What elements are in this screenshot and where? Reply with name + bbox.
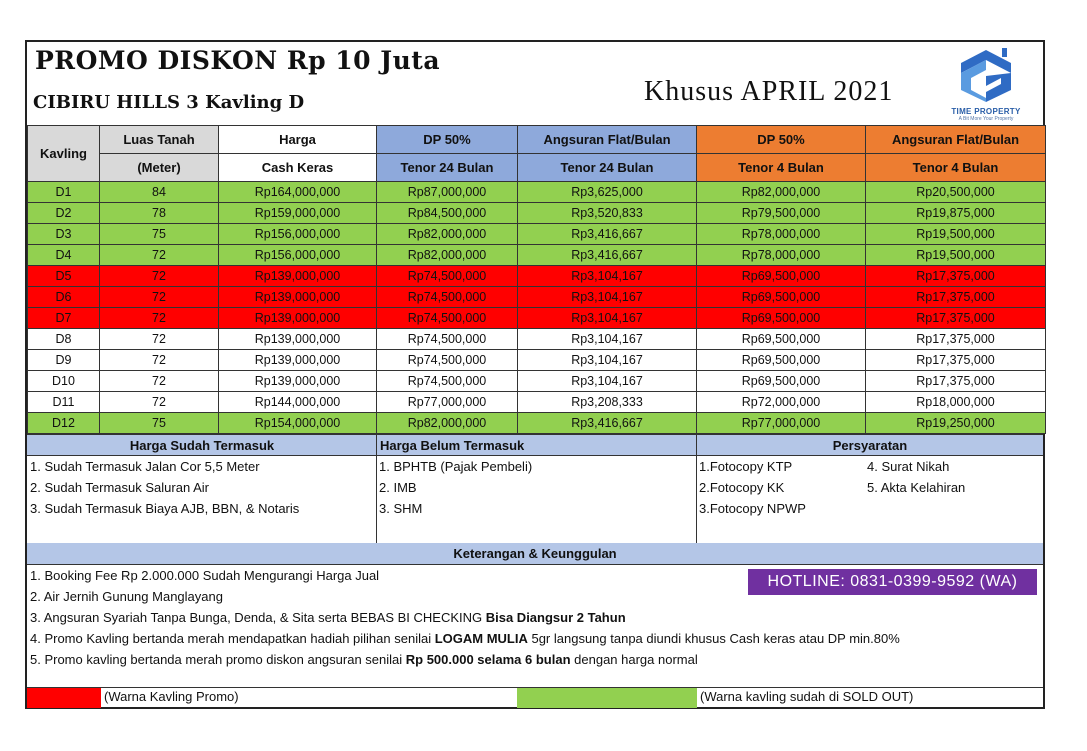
cell-angsuran24: Rp3,104,167 xyxy=(518,371,697,392)
cell-angsuran4: Rp19,500,000 xyxy=(866,245,1046,266)
col-ang4-sub: Tenor 4 Bulan xyxy=(866,154,1046,182)
list-item: 2. Air Jernih Gunung Manglayang xyxy=(30,589,223,604)
list-item: 2. IMB xyxy=(379,480,417,495)
table-row xyxy=(28,308,1046,329)
cell-dp4: Rp69,500,000 xyxy=(697,350,866,371)
termasuk-list xyxy=(30,456,375,543)
cell-dp4: Rp69,500,000 xyxy=(697,287,866,308)
cell-luas: 72 xyxy=(100,266,219,287)
list-item: 1. Sudah Termasuk Jalan Cor 5,5 Meter xyxy=(30,459,260,474)
divider xyxy=(376,434,377,543)
cell-angsuran4: Rp17,375,000 xyxy=(866,329,1046,350)
item-bold-text: Rp 500.000 selama 6 bulan xyxy=(405,652,571,667)
item-bold-text: LOGAM MULIA xyxy=(434,631,528,646)
cell-angsuran24: Rp3,416,667 xyxy=(518,224,697,245)
cell-angsuran4: Rp20,500,000 xyxy=(866,182,1046,203)
cell-harga: Rp159,000,000 xyxy=(219,203,377,224)
cell-luas: 75 xyxy=(100,224,219,245)
divider xyxy=(696,434,697,543)
cell-angsuran24: Rp3,208,333 xyxy=(518,392,697,413)
cell-angsuran4: Rp19,500,000 xyxy=(866,224,1046,245)
col-ang24: Angsuran Flat/Bulan xyxy=(518,126,697,154)
cell-dp4: Rp79,500,000 xyxy=(697,203,866,224)
cell-harga: Rp156,000,000 xyxy=(219,245,377,266)
cell-dp24: Rp77,000,000 xyxy=(377,392,518,413)
cell-kavling: D6 xyxy=(28,287,100,308)
list-item: 5. Akta Kelahiran xyxy=(867,480,966,495)
cell-dp24: Rp74,500,000 xyxy=(377,308,518,329)
list-item: 2. Sudah Termasuk Saluran Air xyxy=(30,480,209,495)
cell-luas: 72 xyxy=(100,308,219,329)
cell-luas: 75 xyxy=(100,413,219,434)
cell-dp24: Rp82,000,000 xyxy=(377,224,518,245)
cell-angsuran24: Rp3,625,000 xyxy=(518,182,697,203)
syarat-list-left xyxy=(699,456,864,543)
cell-kavling: D1 xyxy=(28,182,100,203)
cell-kavling: D9 xyxy=(28,350,100,371)
cell-kavling: D8 xyxy=(28,329,100,350)
list-item: 3. Sudah Termasuk Biaya AJB, BBN, & Notaris xyxy=(30,501,300,516)
col-ang24-sub: Tenor 24 Bulan xyxy=(518,154,697,182)
cell-harga: Rp164,000,000 xyxy=(219,182,377,203)
price-table-body xyxy=(28,182,1046,434)
cell-dp24: Rp74,500,000 xyxy=(377,266,518,287)
table-row xyxy=(28,245,1046,266)
termasuk-heading: Harga Sudah Termasuk xyxy=(27,434,377,456)
table-row xyxy=(28,287,1046,308)
cell-angsuran24: Rp3,104,167 xyxy=(518,350,697,371)
cell-angsuran24: Rp3,416,667 xyxy=(518,245,697,266)
cell-kavling: D7 xyxy=(28,308,100,329)
list-item xyxy=(30,628,900,649)
cell-angsuran4: Rp17,375,000 xyxy=(866,371,1046,392)
company-logo xyxy=(947,46,1025,122)
table-row xyxy=(28,203,1046,224)
list-item: 1. BPHTB (Pajak Pembeli) xyxy=(379,459,533,474)
cell-angsuran4: Rp19,875,000 xyxy=(866,203,1046,224)
item-text: dengan harga normal xyxy=(570,652,698,667)
item-bold-text: Bisa Diangsur 2 Tahun xyxy=(485,610,626,625)
price-list-sheet xyxy=(25,40,1045,709)
table-row xyxy=(28,371,1046,392)
list-item: 1. Booking Fee Rp 2.000.000 Sudah Mengurangi Harga Jual xyxy=(30,568,380,583)
month-label: Khusus APRIL 2021 xyxy=(644,76,894,107)
cell-dp4: Rp69,500,000 xyxy=(697,266,866,287)
item-text: 4. Promo Kavling bertanda merah mendapatkan hadiah pilihan senilai xyxy=(30,631,435,646)
cell-dp4: Rp78,000,000 xyxy=(697,245,866,266)
item-text: 5gr langsung tanpa diundi khusus Cash keras atau DP min.80% xyxy=(527,631,900,646)
list-item xyxy=(30,607,900,628)
cell-luas: 78 xyxy=(100,203,219,224)
cell-luas: 72 xyxy=(100,245,219,266)
cell-harga: Rp144,000,000 xyxy=(219,392,377,413)
cell-angsuran4: Rp17,375,000 xyxy=(866,350,1046,371)
col-dp24: DP 50% xyxy=(377,126,518,154)
list-item: 1.Fotocopy KTP xyxy=(699,459,793,474)
house-logo-icon xyxy=(953,46,1019,104)
cell-luas: 72 xyxy=(100,350,219,371)
cell-dp4: Rp77,000,000 xyxy=(697,413,866,434)
cell-angsuran4: Rp17,375,000 xyxy=(866,287,1046,308)
cell-kavling: D12 xyxy=(28,413,100,434)
cell-harga: Rp139,000,000 xyxy=(219,350,377,371)
cell-dp24: Rp82,000,000 xyxy=(377,413,518,434)
belum-heading: Harga Belum Termasuk xyxy=(377,434,697,456)
item-text: 5. Promo kavling bertanda merah promo diskon angsuran senilai xyxy=(30,652,406,667)
cell-angsuran24: Rp3,104,167 xyxy=(518,308,697,329)
col-luas-unit: (Meter) xyxy=(100,154,219,182)
cell-angsuran24: Rp3,416,667 xyxy=(518,413,697,434)
cell-angsuran24: Rp3,104,167 xyxy=(518,287,697,308)
cell-kavling: D4 xyxy=(28,245,100,266)
col-kavling: Kavling xyxy=(28,126,100,182)
logo-tagline: A Bit More Your Property xyxy=(958,116,1014,122)
cell-angsuran24: Rp3,104,167 xyxy=(518,266,697,287)
col-harga-sub: Cash Keras xyxy=(219,154,377,182)
syarat-list-right xyxy=(867,456,1037,543)
cell-harga: Rp139,000,000 xyxy=(219,329,377,350)
cell-dp24: Rp74,500,000 xyxy=(377,371,518,392)
cell-dp24: Rp74,500,000 xyxy=(377,287,518,308)
cell-dp24: Rp74,500,000 xyxy=(377,329,518,350)
cell-dp24: Rp74,500,000 xyxy=(377,350,518,371)
table-row xyxy=(28,329,1046,350)
legend-promo-label: (Warna Kavling Promo) xyxy=(104,689,239,704)
cell-dp4: Rp78,000,000 xyxy=(697,224,866,245)
belum-list xyxy=(379,456,694,543)
col-dp24-sub: Tenor 24 Bulan xyxy=(377,154,518,182)
list-item: 3. SHM xyxy=(379,501,423,516)
cell-kavling: D10 xyxy=(28,371,100,392)
keterangan-heading: Keterangan & Keunggulan xyxy=(27,543,1043,565)
cell-luas: 72 xyxy=(100,287,219,308)
cell-dp4: Rp82,000,000 xyxy=(697,182,866,203)
header xyxy=(27,42,1043,126)
cell-luas: 72 xyxy=(100,329,219,350)
syarat-heading: Persyaratan xyxy=(697,434,1043,456)
cell-angsuran4: Rp18,000,000 xyxy=(866,392,1046,413)
cell-angsuran4: Rp17,375,000 xyxy=(866,308,1046,329)
hotline-badge: HOTLINE: 0831-0399-9592 (WA) xyxy=(748,569,1037,595)
cell-kavling: D5 xyxy=(28,266,100,287)
table-row xyxy=(28,224,1046,245)
cell-dp24: Rp82,000,000 xyxy=(377,245,518,266)
legend-promo-swatch xyxy=(27,688,101,708)
cell-angsuran24: Rp3,104,167 xyxy=(518,329,697,350)
table-row xyxy=(28,392,1046,413)
cell-dp4: Rp72,000,000 xyxy=(697,392,866,413)
cell-dp24: Rp87,000,000 xyxy=(377,182,518,203)
cell-harga: Rp154,000,000 xyxy=(219,413,377,434)
cell-dp24: Rp84,500,000 xyxy=(377,203,518,224)
promo-title: PROMO DISKON Rp 10 Juta xyxy=(35,46,441,75)
col-dp4: DP 50% xyxy=(697,126,866,154)
col-harga: Harga xyxy=(219,126,377,154)
cell-harga: Rp139,000,000 xyxy=(219,266,377,287)
project-subtitle: CIBIRU HILLS 3 Kavling D xyxy=(33,92,305,113)
cell-harga: Rp139,000,000 xyxy=(219,287,377,308)
cell-kavling: D3 xyxy=(28,224,100,245)
list-item: 3.Fotocopy NPWP xyxy=(699,501,806,516)
cell-kavling: D2 xyxy=(28,203,100,224)
cell-angsuran4: Rp19,250,000 xyxy=(866,413,1046,434)
table-row xyxy=(28,350,1046,371)
legend-sold-swatch xyxy=(517,688,697,708)
col-dp4-sub: Tenor 4 Bulan xyxy=(697,154,866,182)
table-row xyxy=(28,266,1046,287)
item-text: 3. Angsuran Syariah Tanpa Bunga, Denda, & Sita serta BEBAS BI CHECKING xyxy=(30,610,486,625)
cell-harga: Rp156,000,000 xyxy=(219,224,377,245)
legend-sold-label: (Warna kavling sudah di SOLD OUT) xyxy=(700,689,914,704)
cell-dp4: Rp69,500,000 xyxy=(697,371,866,392)
cell-angsuran24: Rp3,520,833 xyxy=(518,203,697,224)
list-item xyxy=(30,649,900,670)
cell-luas: 72 xyxy=(100,371,219,392)
logo-text: TIME PROPERTY xyxy=(951,107,1021,116)
cell-angsuran4: Rp17,375,000 xyxy=(866,266,1046,287)
cell-luas: 84 xyxy=(100,182,219,203)
table-row xyxy=(28,182,1046,203)
cell-harga: Rp139,000,000 xyxy=(219,371,377,392)
price-table xyxy=(27,125,1046,434)
list-item: 4. Surat Nikah xyxy=(867,459,950,474)
cell-kavling: D11 xyxy=(28,392,100,413)
cell-dp4: Rp69,500,000 xyxy=(697,308,866,329)
cell-luas: 72 xyxy=(100,392,219,413)
table-row xyxy=(28,413,1046,434)
cell-harga: Rp139,000,000 xyxy=(219,308,377,329)
col-ang4: Angsuran Flat/Bulan xyxy=(866,126,1046,154)
list-item: 2.Fotocopy KK xyxy=(699,480,785,495)
cell-dp4: Rp69,500,000 xyxy=(697,329,866,350)
col-luas: Luas Tanah xyxy=(100,126,219,154)
